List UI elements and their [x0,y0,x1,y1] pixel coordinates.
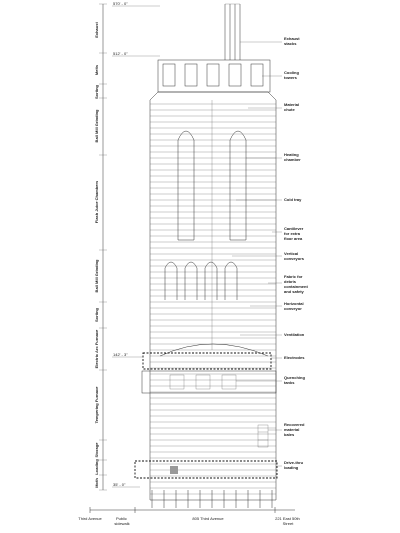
callout-labels [284,36,309,470]
zone-exhaust: Exhaust [94,22,99,38]
elevation-mid: 142' - 3" [113,352,128,357]
callout-cold-tray: Cold tray [284,197,302,202]
foundation-piles [152,490,272,508]
electric-arc-furnace [143,344,271,369]
zone-storage: Storage [94,442,99,458]
zone-tempering: Tempering Furnace [94,386,99,424]
zone-electric-arc: Electric Arc Furnace [94,329,99,369]
recovered-material-bales [258,425,268,447]
tower-body [150,92,276,500]
callout-electrodes: Electrodes [284,355,305,360]
callout-fabric: Fabric for debris containment and safety [284,274,308,294]
callout-material-chute: Material chute [284,102,300,112]
callout-drive-thru: Drive-thru loading [284,460,304,470]
label-public-sidewalk: Public sidewalk [114,516,130,526]
label-221-east-50th: 221 East 50th Street [275,516,300,526]
callout-exhaust-stacks: Exhaust stacks [284,36,300,46]
zone-moth: Moth [94,478,99,488]
zone-loading: Loading [94,459,99,475]
zone-ball-mill-upper: Ball Mill Grinding [94,109,99,143]
zone-labels [94,22,99,488]
floor-lines [150,104,276,494]
ball-mill-domes [165,262,237,300]
callout-vertical-conveyors: Vertical conveyors [284,251,305,261]
zone-strip [99,4,107,490]
drive-thru-loading [135,461,277,478]
elevation-top: 570' - 0" [113,1,128,6]
callout-heating-chamber: Heating chamber [284,152,301,162]
elevation-markers [112,1,160,487]
label-third-avenue: Third Avenue [78,516,102,521]
callout-cooling-towers: Cooling towers [284,70,299,80]
elevation-ground: 35' - 0" [113,482,126,487]
label-805-third-avenue: 805 Third Avenue [192,516,224,521]
elevation-upper: 512' - 0" [113,51,128,56]
callout-cantilever: Cantilever for extra floor area [284,226,304,241]
zone-sorting-lower: Sorting [94,308,99,322]
zone-melts: Melts [94,64,99,76]
callout-ventilation: Ventilation [284,332,305,337]
zone-flash-juice: Flash Juice Chambers [94,180,99,224]
zone-sorting-upper: Sorting [94,85,99,99]
building-crown [158,60,270,92]
zone-ball-mill-lower: Ball Mill Grinding [94,259,99,293]
callout-recovered-bales: Recovered material bales [284,422,305,437]
callout-quenching-tanks: Quenching tanks [284,375,305,385]
street-labels [78,516,301,526]
exhaust-stacks [225,4,240,60]
street-line [90,507,295,513]
quenching-tanks [142,371,276,393]
callout-horizontal-conveyor: Horizontal conveyor [284,301,304,311]
